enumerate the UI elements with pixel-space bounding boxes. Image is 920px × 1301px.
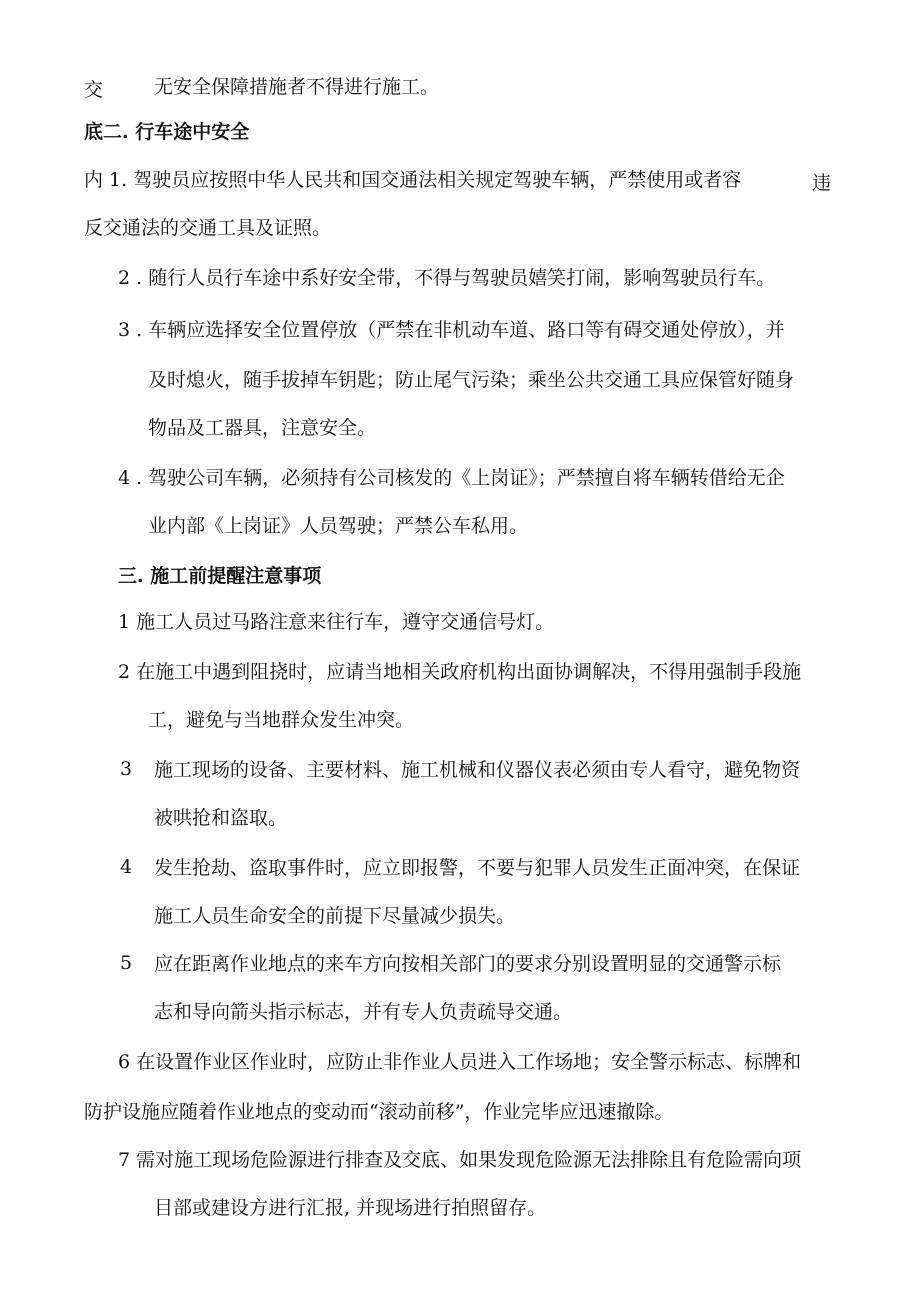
paragraph-line: 志和导向箭头指示标志，并有专人负责疏导交通。 bbox=[154, 1001, 573, 1023]
paragraph-line: 及时熄火，随手拔掉车钥匙；防止尾气污染；乘坐公共交通工具应保管好随身 bbox=[148, 369, 795, 391]
paragraph-line: 施工现场的设备、主要材料、施工机械和仪器仪表必须由专人看守，避免物资 bbox=[154, 759, 801, 781]
paragraph-line-tail: 违 bbox=[812, 172, 832, 194]
paragraph-line: 被哄抢和盗取。 bbox=[154, 807, 288, 829]
paragraph-line: 反交通法的交通工具及证照。 bbox=[84, 217, 332, 239]
paragraph-line: 1 施工人员过马路注意来往行车，遵守交通信号灯。 bbox=[118, 611, 555, 633]
paragraph-line: 2 在施工中遇到阻挠时，应请当地相关政府机构出面协调解决，不得用强制手段施 bbox=[118, 661, 802, 683]
paragraph-line: 4 . 驾驶公司车辆，必须持有公司核发的《上岗证》；严禁擅自将车辆转借给无企 bbox=[118, 467, 785, 489]
paragraph-line: 发生抢劫、盗取事件时，应立即报警，不要与犯罪人员发生正面冲突，在保证 bbox=[154, 857, 801, 879]
list-number: 3 bbox=[120, 758, 133, 780]
paragraph-line: 7 需对施工现场危险源进行排查及交底、如果发现危险源无法排除且有危险需向项 bbox=[118, 1149, 802, 1171]
list-number: 5 bbox=[120, 952, 133, 974]
paragraph-line: 业内部《上岗证》人员驾驶；严禁公车私用。 bbox=[148, 515, 529, 537]
paragraph-line: 防护设施应随着作业地点的变动而“滚动前移”，作业完毕应迅速撤除。 bbox=[84, 1101, 674, 1123]
section-heading-driving-safety: 底二. 行车途中安全 bbox=[84, 121, 250, 143]
paragraph-line: 物品及工器具，注意安全。 bbox=[148, 417, 377, 439]
section-heading-precautions: 三. 施工前提醒注意事项 bbox=[118, 565, 322, 587]
paragraph-line: 工，避免与当地群众发生冲突。 bbox=[148, 709, 415, 731]
paragraph-line: 施工人员生命安全的前提下尽量减少损失。 bbox=[154, 905, 516, 927]
paragraph-line: 3 . 车辆应选择安全位置停放（严禁在非机动车道、路口等有碍交通处停放），并 bbox=[118, 319, 785, 341]
paragraph-line: 6 在设置作业区作业时，应防止非作业人员进入工作场地；安全警示标志、标牌和 bbox=[118, 1051, 802, 1073]
paragraph-line: 应在距离作业地点的来车方向按相关部门的要求分别设置明显的交通警示标 bbox=[154, 953, 782, 975]
margin-char-jiao: 交 bbox=[84, 79, 104, 101]
list-number: 4 bbox=[120, 856, 133, 878]
paragraph-line: 2 . 随行人员行车途中系好安全带，不得与驾驶员嬉笑打闹，影响驾驶员行车。 bbox=[118, 267, 776, 289]
paragraph-line: 内 1. 驾驶员应按照中华人民共和国交通法相关规定驾驶车辆，严禁使用或者容 bbox=[84, 169, 742, 191]
intro-text: 无安全保障措施者不得进行施工。 bbox=[154, 76, 440, 98]
paragraph-line: 目部或建设方进行汇报, 并现场进行拍照留存。 bbox=[154, 1197, 547, 1219]
